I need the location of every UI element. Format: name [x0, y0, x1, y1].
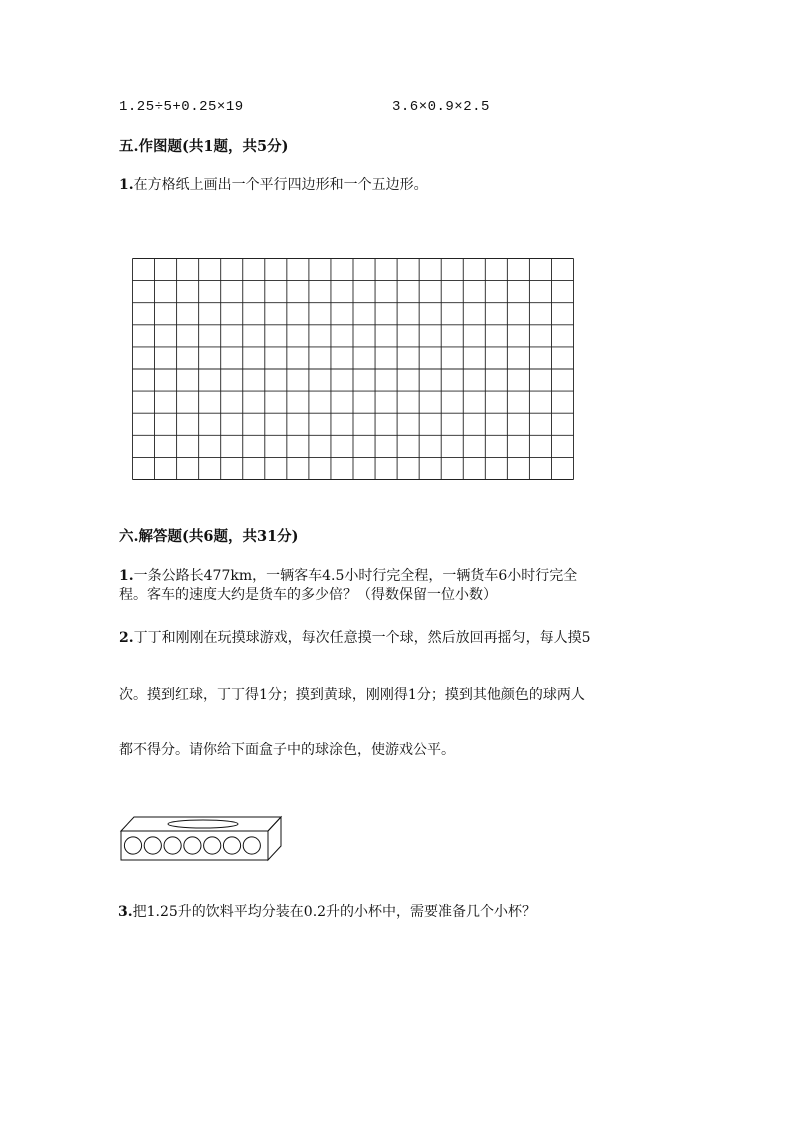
question-text: 把1.25升的饮料平均分装在0.2升的小杯中，需要准备几个小杯？ [132, 904, 537, 920]
section6-question-1-line1 [119, 567, 577, 585]
section6-question-2-line2: 次。摸到红球，丁丁得1分；摸到黄球，刚刚得1分；摸到其他颜色的球两人 [119, 687, 585, 703]
ball-6[interactable] [223, 837, 240, 854]
section5-heading: 五.作图题(共1题，共5分) [119, 138, 289, 155]
box-side-face [268, 817, 281, 860]
graph-paper-grid[interactable] [132, 258, 574, 480]
section6-question-1-line2: 程。客车的速度大约是货车的多少倍？（得数保留一位小数） [119, 587, 497, 603]
section5-question-1 [119, 176, 428, 194]
ball-5[interactable] [204, 837, 221, 854]
section6-question-2-line3: 都不得分。请你给下面盒子中的球涂色，使游戏公平。 [119, 742, 455, 758]
question-number: 1. [119, 568, 134, 584]
question-number: 2. [119, 630, 134, 646]
section6-question-2-line1 [119, 629, 591, 647]
section6-question-3 [118, 903, 536, 921]
section6-heading: 六.解答题(共6题，共31分) [119, 528, 299, 545]
expression-right: 3.6×0.9×2.5 [392, 99, 490, 115]
box-top-face [121, 817, 281, 831]
question-text: 一条公路长477km，一辆客车4.5小时行完全程，一辆货车6小时行完全 [133, 568, 578, 584]
ball-4[interactable] [184, 837, 201, 854]
question-text: 丁丁和刚刚在玩摸球游戏，每次任意摸一个球，然后放回再摇匀，每人摸5 [133, 630, 591, 646]
question-number: 3. [118, 904, 133, 920]
ball-7[interactable] [243, 837, 260, 854]
ball-2[interactable] [144, 837, 161, 854]
ball-1[interactable] [124, 837, 141, 854]
box-top-opening [168, 820, 238, 828]
ball-3[interactable] [164, 837, 181, 854]
question-text: 在方格纸上画出一个平行四边形和一个五边形。 [133, 177, 428, 193]
expression-left: 1.25÷5+0.25×19 [119, 99, 244, 115]
question-number: 1. [119, 177, 134, 193]
ball-box-illustration[interactable] [119, 812, 283, 862]
